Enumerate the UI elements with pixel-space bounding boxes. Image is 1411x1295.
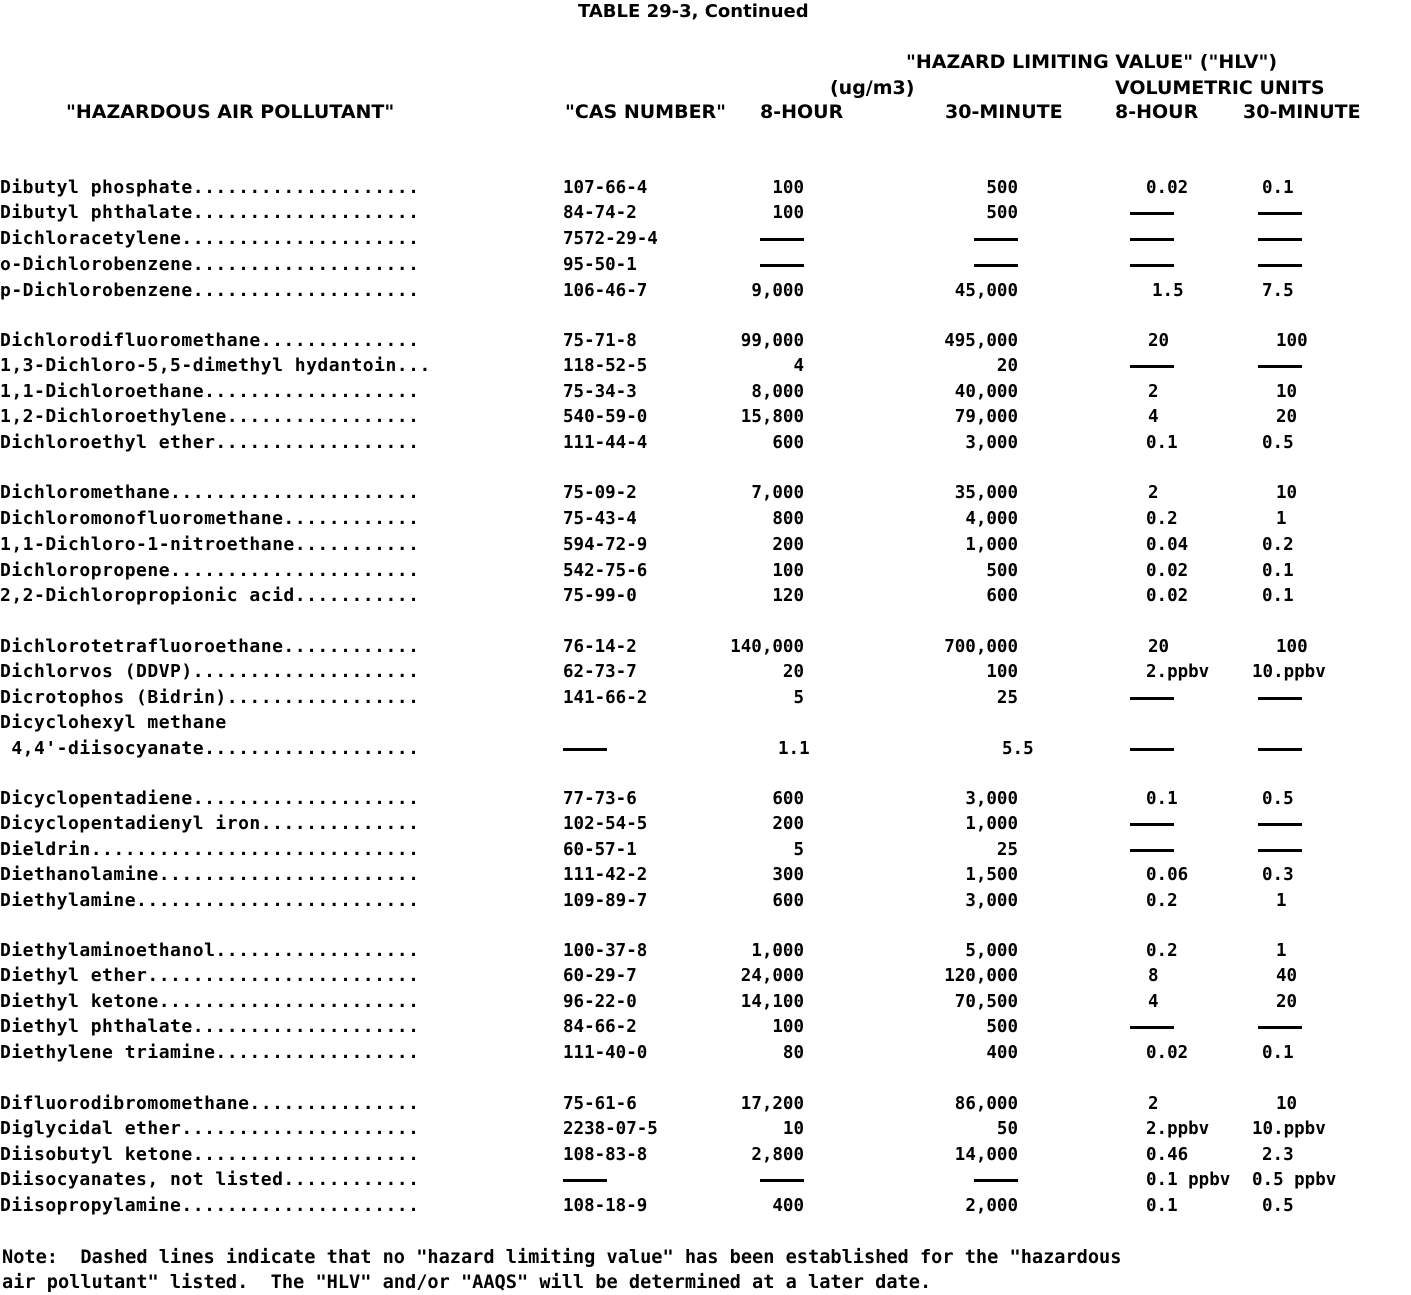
cell-cas: 62-73-7 xyxy=(563,662,637,682)
cell-cas: 2238-07-5 xyxy=(563,1119,658,1139)
cell-h8: 100 xyxy=(772,203,804,223)
cell-name: 1,1-Dichloroethane................... xyxy=(0,381,420,402)
cell-name: Diisobutyl ketone.................... xyxy=(0,1144,420,1165)
cell-h8: 400 xyxy=(772,1196,804,1216)
cell-cas: 540-59-0 xyxy=(563,407,648,427)
cell-m30: 20 xyxy=(996,356,1018,376)
dash-v30 xyxy=(1258,823,1302,826)
dash-m30 xyxy=(974,238,1018,241)
cell-v8: 4 xyxy=(1148,407,1159,427)
cell-h8: 10 xyxy=(782,1119,804,1139)
dash-v30 xyxy=(1258,238,1302,241)
cell-m30: 70,500 xyxy=(954,992,1018,1012)
dash-v30 xyxy=(1258,849,1302,852)
dash-v8 xyxy=(1130,264,1174,267)
cell-v8: 0.04 xyxy=(1146,535,1189,555)
cell-cas: 96-22-0 xyxy=(563,992,637,1012)
cell-name: 1,1-Dichloro-1-nitroethane........... xyxy=(0,534,420,555)
dash-v30 xyxy=(1258,1026,1302,1029)
page-title: TABLE 29-3, Continued xyxy=(578,1,809,22)
cell-name: Diglycidal ether..................... xyxy=(0,1118,420,1139)
cell-m30: 500 xyxy=(986,178,1018,198)
cell-h8: 140,000 xyxy=(730,637,804,657)
cell-v30: 0.5 xyxy=(1262,433,1294,453)
cell-v30: 20 xyxy=(1276,992,1298,1012)
cell-v30: 0.1 xyxy=(1262,1043,1294,1063)
cell-v8: 2 xyxy=(1148,1094,1159,1114)
cell-cas: 542-75-6 xyxy=(563,561,648,581)
cell-m30: 3,000 xyxy=(965,789,1018,809)
cell-m30: 600 xyxy=(986,586,1018,606)
cell-name: Diethanolamine....................... xyxy=(0,864,420,885)
cell-v8: 0.02 xyxy=(1146,586,1189,606)
dash-v8 xyxy=(1130,238,1174,241)
cell-v8: 0.2 xyxy=(1146,941,1178,961)
cell-v30: 0.1 xyxy=(1262,561,1294,581)
cell-v8: 0.06 xyxy=(1146,865,1189,885)
dash-h8 xyxy=(760,238,804,241)
cell-m30: 40,000 xyxy=(954,382,1018,402)
dash-h8 xyxy=(760,1179,804,1182)
cell-cas: 84-74-2 xyxy=(563,203,637,223)
cell-m30: 79,000 xyxy=(954,407,1018,427)
cell-v30: 0.1 xyxy=(1262,178,1294,198)
cell-m30: 500 xyxy=(986,1017,1018,1037)
cell-v8: 0.1 xyxy=(1146,789,1178,809)
cell-m30: 5,000 xyxy=(965,941,1018,961)
cell-h8: 200 xyxy=(772,535,804,555)
cell-name: Diisopropylamine..................... xyxy=(0,1195,420,1216)
dash-cas xyxy=(563,1179,607,1182)
dash-v8 xyxy=(1130,748,1174,751)
cell-h8: 600 xyxy=(772,433,804,453)
cell-name: Dichloropropene...................... xyxy=(0,560,420,581)
cell-v30: 40 xyxy=(1276,966,1298,986)
cell-v8: 8 xyxy=(1148,966,1159,986)
cell-v30: 0.1 xyxy=(1262,586,1294,606)
cell-m30: 45,000 xyxy=(954,281,1018,301)
cell-h8: 80 xyxy=(782,1043,804,1063)
cell-name: Dicrotophos (Bidrin)................. xyxy=(0,687,420,708)
cell-m30: 3,000 xyxy=(965,891,1018,911)
dash-h8 xyxy=(760,264,804,267)
cell-name: Diethylaminoethanol.................. xyxy=(0,940,420,961)
cell-v30: 10 xyxy=(1276,382,1298,402)
cell-v8: 20 xyxy=(1148,331,1170,351)
cell-v8: 0.2 xyxy=(1146,509,1178,529)
cell-h8: 600 xyxy=(772,891,804,911)
cell-v30: 10 xyxy=(1276,1094,1298,1114)
dash-v8 xyxy=(1130,1026,1174,1029)
cell-cas: 106-46-7 xyxy=(563,281,648,301)
dash-v8 xyxy=(1130,697,1174,700)
cell-name: Difluorodibromomethane............... xyxy=(0,1093,420,1114)
cell-v30: 2.3 xyxy=(1262,1145,1294,1165)
dash-v30 xyxy=(1258,264,1302,267)
dash-v30 xyxy=(1258,748,1302,751)
cell-cas: 60-57-1 xyxy=(563,840,637,860)
cell-m30: 1,500 xyxy=(965,865,1018,885)
cell-v30: 100 xyxy=(1276,637,1308,657)
cell-m30: 86,000 xyxy=(954,1094,1018,1114)
cell-cas: 108-18-9 xyxy=(563,1196,648,1216)
cell-m30: 35,000 xyxy=(954,483,1018,503)
cell-v30: 10 xyxy=(1276,483,1298,503)
cell-name: Dichloracetylene..................... xyxy=(0,228,420,249)
note-line-1: Note: Dashed lines indicate that no "hazard limiting value" has been established for the "hazardous xyxy=(2,1247,1122,1268)
cell-name: 4,4'-diisocyanate................... xyxy=(0,738,420,759)
cell-h8: 300 xyxy=(772,865,804,885)
cell-v30: 0.3 xyxy=(1262,865,1294,885)
cell-h8: 20 xyxy=(782,662,804,682)
cell-m30: 700,000 xyxy=(944,637,1018,657)
cell-name: 1,2-Dichloroethylene................. xyxy=(0,406,420,427)
cell-m30: 50 xyxy=(996,1119,1018,1139)
cell-m30: 2,000 xyxy=(965,1196,1018,1216)
cell-cas: 594-72-9 xyxy=(563,535,648,555)
cell-name: 2,2-Dichloropropionic acid........... xyxy=(0,585,420,606)
cell-v30: 100 xyxy=(1276,331,1308,351)
cell-m30: 400 xyxy=(986,1043,1018,1063)
dash-cas xyxy=(563,748,607,751)
cell-name: Diisocyanates, not listed............ xyxy=(0,1169,420,1190)
cell-v8: 0.02 xyxy=(1146,561,1189,581)
cell-v8: 0.1 xyxy=(1146,433,1178,453)
cell-h8: 120 xyxy=(772,586,804,606)
cell-m30: 500 xyxy=(986,203,1018,223)
cell-v30: 1 xyxy=(1276,941,1287,961)
dash-v30 xyxy=(1258,212,1302,215)
header-30min-vol: 30-MINUTE xyxy=(1243,101,1361,123)
cell-m30: 1,000 xyxy=(965,814,1018,834)
cell-v8: 2 xyxy=(1148,382,1159,402)
dash-v30 xyxy=(1258,365,1302,368)
cell-h8: 5 xyxy=(793,688,804,708)
cell-m30: 4,000 xyxy=(965,509,1018,529)
cell-cas: 84-66-2 xyxy=(563,1017,637,1037)
cell-h8: 8,000 xyxy=(751,382,804,402)
cell-cas: 75-43-4 xyxy=(563,509,637,529)
cell-cas: 141-66-2 xyxy=(563,688,648,708)
cell-h8: 7,000 xyxy=(751,483,804,503)
cell-name: Diethyl ketone....................... xyxy=(0,991,420,1012)
cell-v8: 0.1 xyxy=(1146,1196,1178,1216)
header-30min-ug: 30-MINUTE xyxy=(945,101,1063,123)
cell-h8: 100 xyxy=(772,178,804,198)
cell-h8: 200 xyxy=(772,814,804,834)
header-hlv: "HAZARD LIMITING VALUE" ("HLV") xyxy=(906,51,1278,73)
cell-name: Dichlorodifluoromethane.............. xyxy=(0,330,420,351)
cell-name: Dibutyl phosphate.................... xyxy=(0,177,420,198)
cell-cas: 100-37-8 xyxy=(563,941,648,961)
cell-cas: 75-99-0 xyxy=(563,586,637,606)
cell-h8: 100 xyxy=(772,1017,804,1037)
dash-v8 xyxy=(1130,212,1174,215)
dash-m30 xyxy=(974,1179,1018,1182)
dash-v8 xyxy=(1130,823,1174,826)
cell-h8: 24,000 xyxy=(740,966,804,986)
cell-h8: 100 xyxy=(772,561,804,581)
cell-name: Dichloromethane...................... xyxy=(0,482,420,503)
cell-v30: 0.2 xyxy=(1262,535,1294,555)
note-line-2: air pollutant" listed. The "HLV" and/or "AAQS" will be determined at a later date. xyxy=(2,1272,932,1293)
cell-v8: 2.ppbv xyxy=(1146,662,1210,682)
cell-m30: 5.5 xyxy=(1002,739,1034,759)
header-volumetric: VOLUMETRIC UNITS xyxy=(1115,77,1325,99)
cell-name: Dieldrin............................. xyxy=(0,839,420,860)
cell-m30: 25 xyxy=(996,688,1018,708)
cell-name: Dibutyl phthalate.................... xyxy=(0,202,420,223)
cell-h8: 2,800 xyxy=(751,1145,804,1165)
cell-cas: 107-66-4 xyxy=(563,178,648,198)
cell-v8: 4 xyxy=(1148,992,1159,1012)
cell-cas: 76-14-2 xyxy=(563,637,637,657)
cell-cas: 111-42-2 xyxy=(563,865,648,885)
cell-v8: 2 xyxy=(1148,483,1159,503)
cell-h8: 9,000 xyxy=(751,281,804,301)
cell-name: Diethylene triamine.................. xyxy=(0,1042,420,1063)
cell-v30: 1 xyxy=(1276,509,1287,529)
cell-name: Dicyclopentadiene.................... xyxy=(0,788,420,809)
cell-name: Diethyl ether........................ xyxy=(0,965,420,986)
cell-m30: 495,000 xyxy=(944,331,1018,351)
cell-m30: 500 xyxy=(986,561,1018,581)
cell-h8: 14,100 xyxy=(740,992,804,1012)
cell-h8: 15,800 xyxy=(740,407,804,427)
cell-cas: 75-71-8 xyxy=(563,331,637,351)
cell-cas: 75-09-2 xyxy=(563,483,637,503)
cell-v30: 20 xyxy=(1276,407,1298,427)
cell-cas: 75-61-6 xyxy=(563,1094,637,1114)
cell-cas: 109-89-7 xyxy=(563,891,648,911)
cell-cas: 60-29-7 xyxy=(563,966,637,986)
header-cas: "CAS NUMBER" xyxy=(565,101,727,123)
cell-cas: 111-40-0 xyxy=(563,1043,648,1063)
cell-cas: 118-52-5 xyxy=(563,356,648,376)
cell-v30: 0.5 xyxy=(1262,1196,1294,1216)
cell-name: Dicyclopentadienyl iron.............. xyxy=(0,813,420,834)
cell-v8: 20 xyxy=(1148,637,1170,657)
cell-v30: 0.5 xyxy=(1262,789,1294,809)
cell-name: Dichloromonofluoromethane............ xyxy=(0,508,420,529)
cell-h8: 1.1 xyxy=(778,739,810,759)
cell-h8: 17,200 xyxy=(740,1094,804,1114)
cell-cas: 102-54-5 xyxy=(563,814,648,834)
dash-v8 xyxy=(1130,849,1174,852)
cell-m30: 120,000 xyxy=(944,966,1018,986)
cell-v8: 0.02 xyxy=(1146,178,1189,198)
cell-h8: 4 xyxy=(793,356,804,376)
dash-v8 xyxy=(1130,365,1174,368)
cell-v30: 7.5 xyxy=(1262,281,1294,301)
cell-v30: 10.ppbv xyxy=(1252,662,1326,682)
cell-m30: 25 xyxy=(996,840,1018,860)
cell-m30: 3,000 xyxy=(965,433,1018,453)
cell-v8: 0.2 xyxy=(1146,891,1178,911)
cell-m30: 1,000 xyxy=(965,535,1018,555)
dash-m30 xyxy=(974,264,1018,267)
cell-v30: 1 xyxy=(1276,891,1287,911)
cell-h8: 1,000 xyxy=(751,941,804,961)
cell-name: p-Dichlorobenzene.................... xyxy=(0,280,420,301)
cell-m30: 14,000 xyxy=(954,1145,1018,1165)
cell-name: Diethyl phthalate.................... xyxy=(0,1016,420,1037)
cell-h8: 5 xyxy=(793,840,804,860)
cell-cas: 108-83-8 xyxy=(563,1145,648,1165)
cell-v8: 0.1 ppbv xyxy=(1146,1170,1231,1190)
cell-cas: 95-50-1 xyxy=(563,255,637,275)
cell-v8: 0.02 xyxy=(1146,1043,1189,1063)
cell-h8: 99,000 xyxy=(740,331,804,351)
cell-cas: 7572-29-4 xyxy=(563,229,658,249)
cell-name: Dichlorvos (DDVP).................... xyxy=(0,661,420,682)
cell-name: 1,3-Dichloro-5,5-dimethyl hydantoin... xyxy=(0,355,431,376)
cell-v30: 0.5 ppbv xyxy=(1252,1170,1337,1190)
cell-name: Dicyclohexyl methane xyxy=(0,712,227,733)
header-pollutant: "HAZARDOUS AIR POLLUTANT" xyxy=(66,101,395,123)
cell-h8: 600 xyxy=(772,789,804,809)
cell-name: Dichloroethyl ether.................. xyxy=(0,432,420,453)
cell-h8: 800 xyxy=(772,509,804,529)
cell-v8: 2.ppbv xyxy=(1146,1119,1210,1139)
cell-cas: 75-34-3 xyxy=(563,382,637,402)
header-8hour-vol: 8-HOUR xyxy=(1115,101,1199,123)
cell-v30: 10.ppbv xyxy=(1252,1119,1326,1139)
cell-name: o-Dichlorobenzene.................... xyxy=(0,254,420,275)
cell-name: Diethylamine......................... xyxy=(0,890,420,911)
cell-v8: 0.46 xyxy=(1146,1145,1189,1165)
cell-cas: 77-73-6 xyxy=(563,789,637,809)
dash-v30 xyxy=(1258,697,1302,700)
cell-name: Dichlorotetrafluoroethane............ xyxy=(0,636,420,657)
cell-v8: 1.5 xyxy=(1152,281,1184,301)
cell-cas: 111-44-4 xyxy=(563,433,648,453)
cell-m30: 100 xyxy=(986,662,1018,682)
header-ugm3: (ug/m3) xyxy=(830,77,915,99)
header-8hour-ug: 8-HOUR xyxy=(760,101,844,123)
